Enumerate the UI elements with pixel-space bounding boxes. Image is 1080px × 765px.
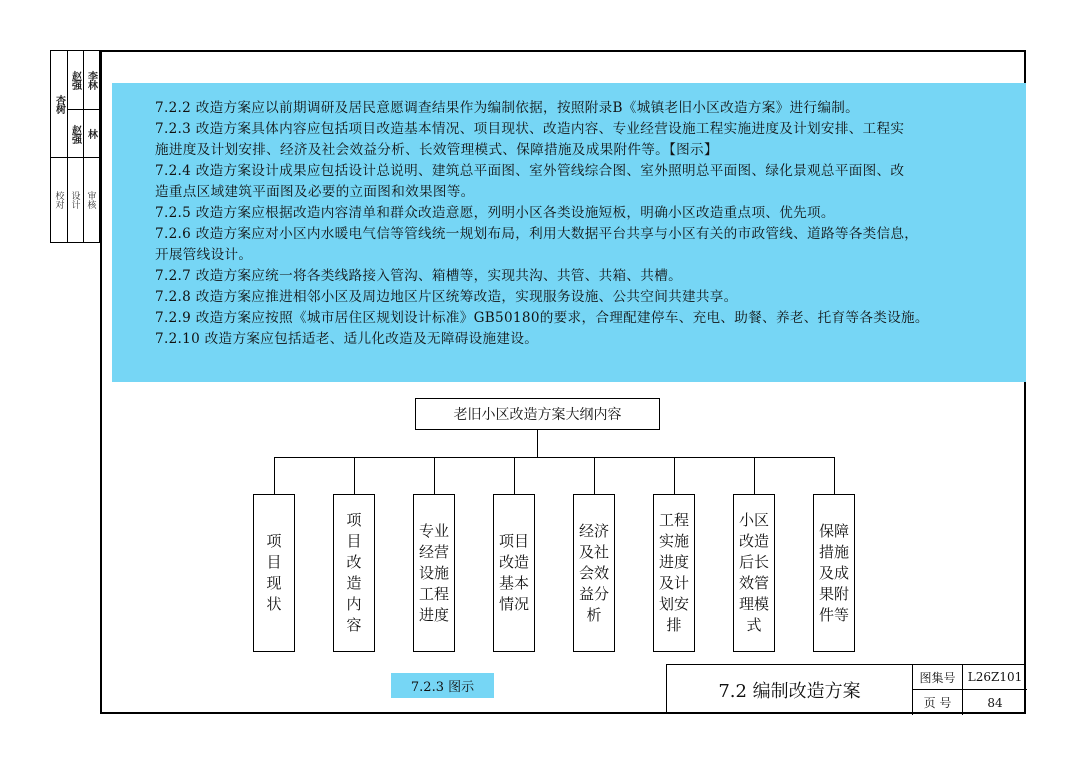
branch-connector	[354, 457, 355, 494]
signature-design-mid	[67, 109, 83, 157]
clause-7-2-9: 7.2.9 改造方案应按照《城市居住区规划设计标准》GB50180的要求，合理配建停车、充电、助餐、养老、托育等各类设施。	[155, 310, 929, 326]
branch-connector	[274, 457, 275, 494]
node-label: 保障 措施 及成 果附 件等	[818, 521, 849, 624]
node-label: 小区 改造 后长 效管 理模 式	[738, 511, 769, 634]
branch-bar	[274, 457, 834, 458]
clause-7-2-10: 7.2.10 改造方案应包括适老、适儿化改造及无障碍设施建设。	[155, 331, 539, 347]
root-connector	[537, 430, 538, 457]
clause-text-panel	[112, 83, 1026, 382]
signature-proofread	[51, 51, 67, 157]
handwritten-signature: 赵强	[69, 124, 81, 143]
node-label: 工程 实施 进度 及计 划安 排	[658, 511, 689, 634]
branch-connector	[514, 457, 515, 494]
clause-7-2-6: 7.2.6 改造方案应对小区内水暖电气信等管线统一规划布局，利用大数据平台共享与小区有关的市政管线、道路等各类信息， 开展管线设计。	[155, 226, 919, 263]
signature-strip	[50, 50, 100, 243]
branch-connector	[754, 457, 755, 494]
diagram-node-safeguards	[813, 494, 855, 652]
diagram-node-renovation-content	[333, 494, 375, 652]
clause-7-2-2: 7.2.2 改造方案应以前期调研及居民意愿调查结果作为编制依据，按照附录B《城镇老旧小区改造方案》进行编制。	[155, 100, 860, 116]
signature-column-review	[83, 51, 99, 242]
branch-connector	[834, 457, 835, 494]
handwritten-signature: 林	[85, 129, 97, 138]
clause-7-2-4: 7.2.4 改造方案设计成果应包括设计总说明、建筑总平面图、室外管线综合图、室外照明总平面图、绿化景观总平面图、改 造重点区域建筑平面图及必要的立面图和效果图等。	[155, 163, 905, 200]
section-title: 7.2 编制改造方案	[667, 665, 913, 715]
role-label-cell	[67, 157, 83, 242]
role-label-design: 设计	[69, 191, 80, 209]
clause-7-2-7: 7.2.7 改造方案应统一将各类线路接入管沟、箱槽等，实现共沟、共管、共箱、共槽。	[155, 268, 682, 284]
branch-connector	[594, 457, 595, 494]
signature-column-proofread	[51, 51, 68, 242]
signature-design-top	[67, 51, 83, 109]
diagram-node-specialized-facilities	[413, 494, 455, 652]
node-label: 项 目 现 状	[266, 532, 282, 613]
branch-connector	[674, 457, 675, 494]
node-label: 经济 及社 会效 益分 析	[578, 521, 609, 624]
diagram-node-management-mode	[733, 494, 775, 652]
signature-review-mid	[83, 109, 99, 157]
atlas-number-value: L26Z101	[963, 665, 1027, 690]
branch-connector	[434, 457, 435, 494]
signature-column-design	[67, 51, 84, 242]
role-label-proofread: 校对	[53, 191, 64, 209]
node-label: 专业 经营 设施 工程 进度	[418, 521, 449, 624]
diagram-node-basic-situation	[493, 494, 535, 652]
page-number-value: 84	[987, 695, 1003, 710]
signature-review-top	[83, 51, 99, 109]
handwritten-signature: 李林	[85, 71, 97, 89]
diagram-node-project-status	[253, 494, 295, 652]
node-label: 项 目 改 造 内 容	[346, 511, 362, 634]
node-label: 项目 改造 基本 情况	[498, 532, 529, 613]
clause-7-2-8: 7.2.8 改造方案应推进相邻小区及周边地区片区统筹改造，实现服务设施、公共空间共建共享。	[155, 289, 738, 305]
diagram-node-schedule	[653, 494, 695, 652]
clause-7-2-3: 7.2.3 改造方案具体内容应包括项目改造基本情况、项目现状、改造内容、专业经营设施工程实施进度及计划安排、工程实 施进度及计划安排、经济及社会效益分析、长效管理模式、保障措施及成果附件等。【图示】	[155, 121, 905, 158]
diagram-node-benefit-analysis	[573, 494, 615, 652]
clause-7-2-5: 7.2.5 改造方案应根据改造内容清单和群众改造意愿，列明小区各类设施短板，明确小区改造重点项、优先项。	[155, 205, 835, 221]
role-label-cell	[83, 157, 99, 242]
handwritten-signature: 杏树	[53, 95, 65, 113]
role-label-review: 审核	[85, 191, 96, 209]
handwritten-signature: 赵强	[69, 71, 81, 89]
role-label-cell	[51, 157, 67, 242]
atlas-number-label: 图集号	[913, 665, 963, 690]
figure-caption: 7.2.3 图示	[391, 673, 494, 698]
page-number-label: 页 号	[913, 690, 963, 715]
title-block	[666, 664, 1026, 714]
diagram-root-node: 老旧小区改造方案大纲内容	[415, 398, 660, 430]
